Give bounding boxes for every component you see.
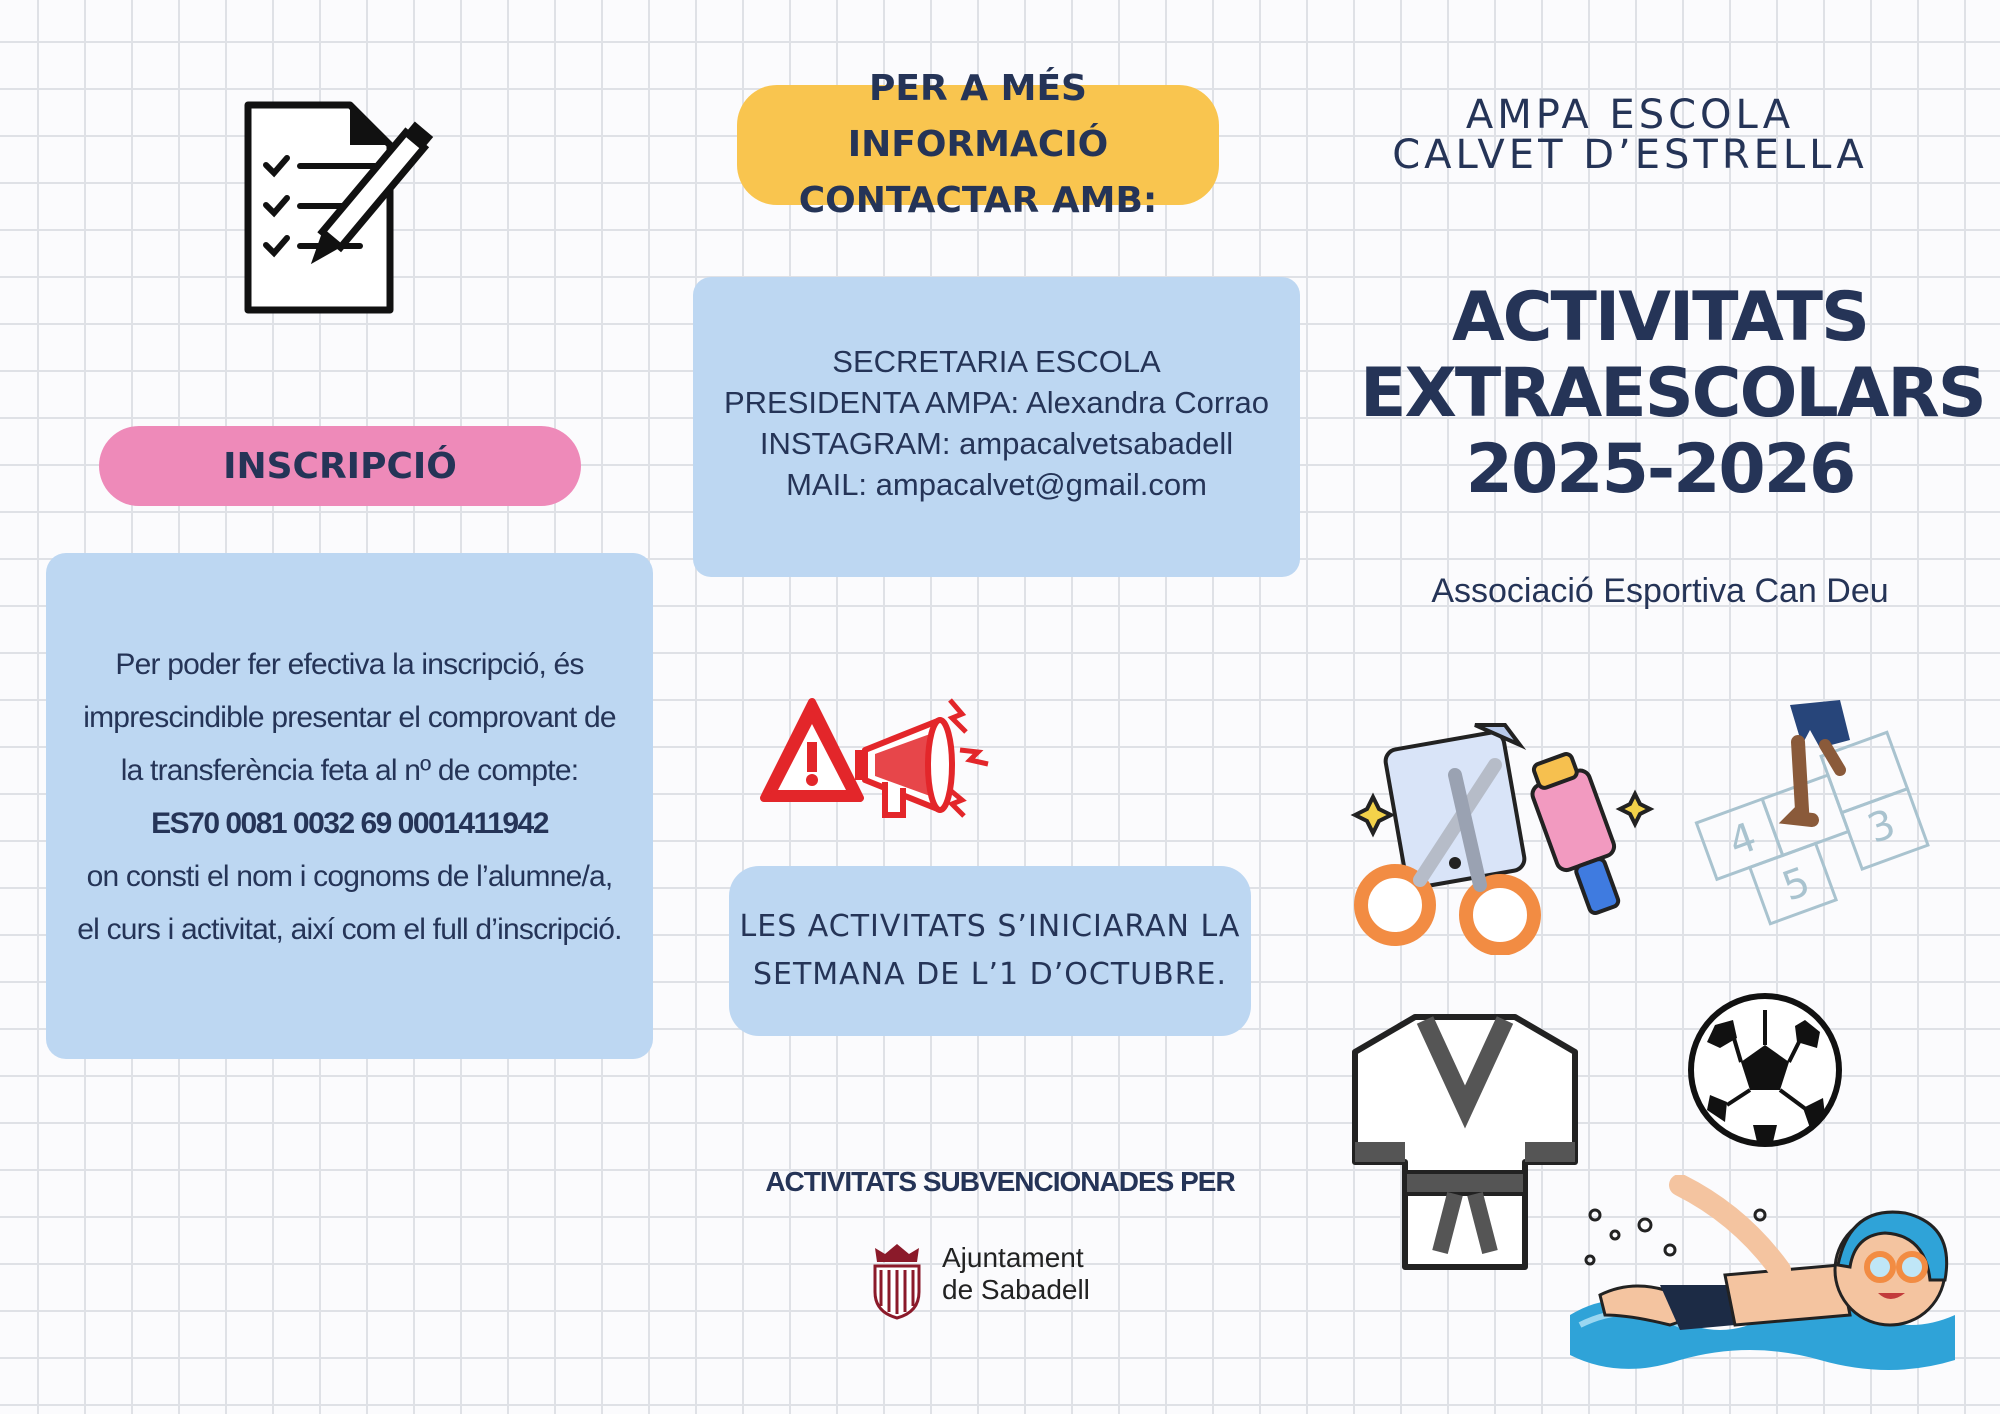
svg-text:4: 4 — [1722, 814, 1763, 867]
soccer-ball-icon — [1685, 990, 1845, 1150]
contact-box — [693, 277, 1300, 577]
info-title-line: CONTACTAR AMB: — [798, 180, 1158, 221]
sponsor-label: ACTIVITATS SUBVENCIONADES PER — [765, 1166, 1235, 1197]
inscripcio-text-line: Per poder fer efectiva la inscripció, és — [115, 648, 584, 681]
contact-presidenta: PRESIDENTA AMPA: Alexandra Corrao — [723, 385, 1269, 420]
contact-mail[interactable]: MAIL: ampacalvet@gmail.com — [786, 467, 1207, 502]
bank-account-number: ES70 0081 0032 69 0001411942 — [151, 807, 548, 840]
warning-megaphone-icon — [760, 680, 1000, 830]
svg-text:5: 5 — [1776, 858, 1817, 911]
notice-line: LES ACTIVITATS S’INICIARAN LA — [739, 909, 1241, 944]
inscripcio-text-line: la transferència feta al nº de compte: — [120, 754, 579, 787]
inscripcio-text-line: el curs i activitat, així com el full d’inscripció. — [77, 913, 622, 946]
org-name-line: AMPA ESCOLA — [1465, 92, 1795, 138]
main-title-line: ACTIVITATS — [1452, 278, 1868, 357]
org-name — [1360, 92, 1900, 178]
main-title-line: 2025-2026 — [1465, 430, 1855, 509]
subtitle: Associació Esportiva Can Deu — [1431, 572, 1889, 610]
swimmer-icon — [1560, 1175, 1960, 1385]
inscripcio-text-line: imprescindible presentar el comprovant de — [83, 701, 616, 734]
contact-instagram[interactable]: INSTAGRAM: ampacalvetsabadell — [759, 426, 1234, 461]
info-title-line: PER A MÉS INFORMACIÓ — [847, 68, 1109, 165]
inscripcio-box — [46, 553, 653, 1059]
ajuntament-logo-line1: Ajuntament — [942, 1242, 1084, 1273]
main-title — [1360, 278, 1985, 509]
scissors-glue-paper-icon — [1345, 715, 1665, 955]
inscripcio-title-pill — [99, 426, 581, 506]
sabadell-coat-of-arms-icon — [867, 1240, 927, 1320]
ajuntament-logo — [867, 1240, 1117, 1320]
inscripcio-title: INSCRIPCIÓ — [223, 445, 457, 487]
hopscotch-icon — [1690, 700, 1960, 940]
inscripcio-text-line: on consti el nom i cognoms de l’alumne/a, — [86, 860, 613, 893]
main-title-line: EXTRAESCOLARS — [1360, 354, 1985, 433]
ajuntament-logo-line2: de Sabadell — [942, 1274, 1090, 1305]
contact-secretaria: SECRETARIA ESCOLA — [832, 344, 1161, 379]
svg-text:3: 3 — [1861, 800, 1902, 853]
org-name-line: CALVET D’ESTRELLA — [1392, 132, 1868, 178]
notice-line: SETMANA DE L’1 D’OCTUBRE. — [752, 957, 1228, 992]
judo-gi-icon — [1345, 1012, 1585, 1272]
form-checklist-icon — [240, 100, 460, 315]
start-date-notice — [729, 866, 1251, 1036]
info-title-pill — [737, 68, 1219, 221]
